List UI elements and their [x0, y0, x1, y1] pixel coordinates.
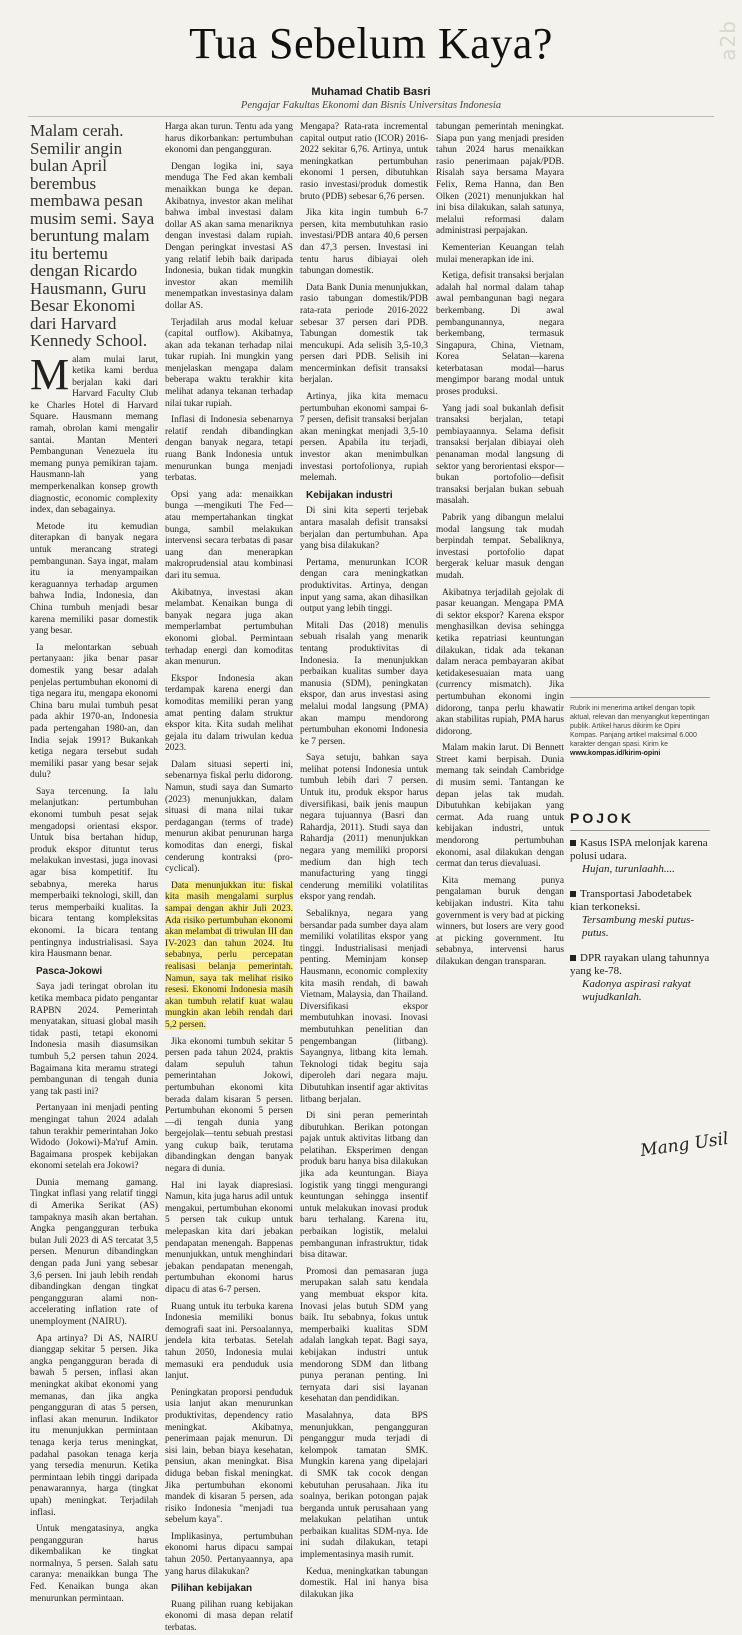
article-column-1	[30, 121, 158, 1604]
paragraph: Jika ekonomi tumbuh sekitar 5 persen pada tahun 2024, praktis dalam sepuluh tahun pemerintahan Jokowi, pertumbuhan ekonomi kita berada dalam kisaran 5 persen. Pertumbuhan ekonomi 5 persen—di tengah dunia yang bergejolak—tentu sebuah prestasi yang cukup baik, terutama dibandingkan dengan banyak negara di dunia.	[165, 1036, 293, 1175]
pojok-question: Kasus ISPA melonjak karena polusi udara.	[570, 837, 708, 862]
paragraph: Ruang pilihan ruang kebijakan ekonomi di masa depan relatif terbatas.	[165, 1599, 293, 1634]
paragraph: Di sini peran pemerintah dibutuhkan. Berikan potongan pajak untuk aktivitas litbang dan pelatihan. Eksperimen dengan produk baru hanya bisa dilakukan jika ada keuntungan. Biaya logistik yang tinggi mengurangi keuntungan sehingga insentif untuk melakukan inovasi produk baru terhalang. Karena itu, perbaikan logistik, melalui pembangunan infrastruktur, tidak bisa ditawar.	[300, 1111, 428, 1261]
paragraph: Implikasinya, pertumbuhan ekonomi harus dipacu sampai tahun 2050. Pertanyaannya, apa yang harus dilakukan?	[165, 1531, 293, 1577]
paragraph: Untuk mengatasinya, angka pengangguran harus dikembalikan ke tingkat normalnya, 5 persen. Salah satu caranya: menaikkan bunga The Fed. Kenaikan bunga akan menurunkan permintaan.	[30, 1524, 158, 1604]
article-column-2	[165, 122, 293, 1634]
pojok-answer: Tersambung meski putus-putus.	[582, 914, 695, 939]
paragraph: Opsi yang ada: menaikkan bunga —mengikuti The Fed—atau mempertahankan tingkat bunga, sambil melakukan intervensi secara terbatas di pasar uang dan menerapkan makroprudensial atau kombinasi dari itu semua.	[165, 489, 293, 581]
bullet-icon	[570, 891, 576, 897]
article-title: Tua Sebelum Kaya?	[189, 19, 553, 68]
paragraph: Harga akan turun. Tentu ada yang harus dikorbankan: pertumbuhan ekonomi dan pengangguran.	[165, 122, 293, 156]
pojok-question: Transportasi Jabodetabek kian terkoneksi.	[570, 888, 692, 913]
bullet-icon	[570, 955, 576, 961]
highlight-marker: Data menunjukkan itu: fiskal kita masih mengalami surplus sampai dengan akhir Juli 2023. Ada risiko pertumbuhan ekonomi akan melambat di triwulan III dan IV-2023 dan tahun 2024. Itu sebabnya, perlu percepatan realisasi belanja pemerintah. Namun, saya tak melihat risiko resesi. Ekonomi Indonesia masih akan tumbuh relatif kuat walau mungkin akan lebih rendah dari 5,2 persen.	[165, 880, 293, 1030]
pojok-box	[570, 810, 710, 1016]
paragraph: Dunia memang gamang. Tingkat inflasi yang relatif tinggi di Amerika Serikat (AS) tampaknya masih akan bertahan. Angka pengangguran terbuka bulan Juli 2023 di AS tercatat 3,5 persen. Menurun dibandingkan dengan pada Juni yang sebesar 3,6 persen. Ini jauh lebih rendah dibandingkan dengan tingkat pengangguran alami non-accelerating inflation rate of unemployment (NAIRU).	[30, 1177, 158, 1327]
pojok-item	[570, 888, 710, 940]
bullet-icon	[570, 840, 576, 846]
pojok-item	[570, 837, 710, 876]
paragraph: Data Bank Dunia menunjukkan, rasio tabungan domestik/PDB rata-rata periode 2016-2022 sebesar 37 persen dari PDB. Tabungan domestik tak mencukupi. Ada selisih 3,5-10,3 persen dari PDB. Selisih ini mencerminkan defisit transaksi berjalan.	[300, 282, 428, 386]
highlighted-paragraph	[165, 881, 293, 1032]
pojok-title: POJOK	[570, 810, 710, 831]
paragraph: Dalam situasi seperti ini, sebenarnya fiskal perlu didorong. Namun, studi saya dan Sumarto (2023) menunjukkan, dalam situasi di mana nilai tukar perdagangan (terms of trade) menurun akibat penurunan harga komoditas dan energi, fiskal cenderung kontraksi (pro-cyclical).	[165, 759, 293, 875]
paragraph: Terjadilah arus modal keluar (capital outflow). Akibatnya, akan ada tekanan terhadap nilai tukar rupiah. Ini mungkin yang menjelaskan mengapa dalam beberapa waktu terakhir kita melihat adanya tekanan terhadap nilai tukar rupiah.	[165, 317, 293, 409]
submission-link[interactable]: www.kompas.id/kirim-opini	[570, 750, 661, 757]
paragraph: Pertanyaan ini menjadi penting mengingat tahun 2024 adalah tahun terakhir pemerintahan Joko Widodo (Jokowi)-Ma'ruf Amin. Bagaimana prospek kebijakan ekonomi setelah era Jokowi?	[30, 1103, 158, 1172]
paragraph: Pertama, menurunkan ICOR dengan cara meningkatkan produktivitas. Artinya, dengan input yang sama, akan dihasilkan output yang lebih tinggi.	[300, 557, 428, 615]
submission-note	[570, 697, 710, 758]
paragraph: Di sini kita seperti terjebak antara masalah defisit transaksi berjalan dan pertumbuhan. Apa yang bisa dilakukan?	[300, 506, 428, 552]
paragraph: Saya jadi teringat obrolan itu ketika membaca pidato pengantar RAPBN 2024. Pemerintah menyatakan, situasi global masih tidak pasti, tetapi ekonomi Indonesia masih diasumsikan tumbuh 5,2 persen tahun 2024. Bagaimana kita meramu strategi pembangunan di tengah dunia yang tak pasti ini?	[30, 982, 158, 1097]
paragraph: Malam makin larut. Di Bennett Street kami berpisah. Dunia memang tak seindah Cambridge di musim semi. Tantangan ke depan jelas tak mudah. Dibutuhkan kebijakan yang cermat. Ada ruang untuk kebijakan industri, untuk mendorong pertumbuhan ekonomi, asal dilakukan dengan cermat dan terus dievaluasi.	[436, 743, 564, 870]
paragraph: Kita memang punya pengalaman buruk dengan kebijakan industri. Kita tahu government is very bad at picking winners, but losers are very good at picking government. Itu sebabnya, intervensi harus dilakukan dengan transparan.	[436, 875, 564, 967]
paragraph: Dengan logika ini, saya menduga The Fed akan kembali menaikkan bunga ke depan. Akibatnya, investor akan melihat bahwa imbal investasi dalam dollar AS akan sama menariknya dengan investasi dalam rupiah. Dengan peringkat investasi AS yang relatif lebih baik daripada Indonesia, bukan tidak mungkin investor akan memilih menempatkan investasinya dalam dollar AS.	[165, 161, 293, 311]
paragraph: Sebaliknya, negara yang bersandar pada sumber daya alam memiliki volatilitas ekspor yang tinggi. Industrialisasi menjadi penting. Meminjam konsep Hausmann, economic complexity kita masih rendah, di bawah Vietnam, Malaysia, dan Thailand. Diversifikasi ekspor membutuhkan inovasi. Inovasi membutuhkan penelitian dan pengembangan (litbang). Sayangnya, litbang kita lemah. Teknologi tidak begitu saja diperoleh dari negara maju. Dibutuhkan insentif agar aktivitas litbang berjalan.	[300, 909, 428, 1105]
paragraph: Saya tercenung. Ia lalu melanjutkan: pertumbuhan ekonomi tumbuh pesat sejak mengadopsi orientasi ekspor. Untuk bisa bertahan hidup, produk ekspor dituntut terus melakukan investasi, juga inovasi agar bisa kompetitif. Itu sebabnya, mereka harus memperbaiki teknologi, skill, dan terus memperbaiki kualitas. Ia bicara tentang kompleksitas ekonomi. Ia bicara tentang pentingnya industrialisasi. Saya kira Hausmann benar.	[30, 786, 158, 960]
section-heading-pasca-jokowi: Pasca-Jokowi	[36, 965, 103, 977]
paragraph: Mengapa? Rata-rata incremental capital output ratio (ICOR) 2016-2022 sekitar 6,76. Artinya, untuk meningkatkan pertumbuhan ekonomi 1 persen, dibutuhkan rasio investasi/produk domestik bruto (PDB) sebesar 6,76 persen.	[300, 122, 428, 202]
paragraph: Ekspor Indonesia akan terdampak karena energi dan komoditas memiliki peran yang amat penting dalam struktur ekspor kita. Kita sudah melihat gejala itu dalam triwulan kedua 2023.	[165, 673, 293, 754]
paragraph: Ketiga, defisit transaksi berjalan adalah hal normal dalam tahap awal pembangunan bagi negara berkembang. Di awal pembangunannya, negara berkembang, termasuk Singapura, China, Vietnam, Korea Selatan—karena keterbatasan modal—harus mengimpor barang modal untuk proses produksi.	[436, 271, 564, 398]
signature: Mang Usil	[639, 1128, 730, 1162]
pojok-answer: Hujan, turunlaahh....	[582, 863, 675, 875]
paragraph: Inflasi di Indonesia sebenarnya relatif rendah dibandingkan dengan banyak negara, tetapi ruang Bank Indonesia untuk menurunkan bunga menjadi terbatas.	[165, 415, 293, 484]
paragraph: Akibatnya terjadilah gejolak di pasar keuangan. Mengapa PMA di sektor ekspor? Karena ekspor menghasilkan devisa sehingga ketika repatriasi keuntungan dilakukan, tidak ada tekanan dalam neraca pembayaran akibat ketidakesesuaian mata uang (currency mismatch). Jika pertumbuhan ekonomi ingin didorong, tanpa perlu khawatir akan stabilitas rupiah, PMA harus didorong.	[436, 587, 564, 737]
paragraph: tabungan pemerintah meningkat. Siapa pun yang menjadi presiden tahun 2024 harus menaikkan rasio penerimaan pajak/PDB. Risalah saya bersama Mayara Felix, Rema Hanna, dan Ben Olken (2021) menunjukkan hal ini bisa dilakukan, salah satunya, melalui reformasi dalam administrasi perpajakan.	[436, 122, 564, 237]
section-heading-kebijakan-industri: Kebijakan industri	[306, 489, 393, 501]
lead-paragraph: Malam cerah. Semilir angin bulan April berembus membawa pesan musim semi. Saya beruntung malam itu bertemu dengan Ricardo Hausmann, Guru Besar Ekonomi dari Harvard Kennedy School.	[30, 121, 155, 350]
paragraph: Kedua, meningkatkan tabungan domestik. Hal ini hanya bisa dilakukan jika	[300, 1566, 428, 1600]
paragraph: Yang jadi soal bukanlah defisit transaksi berjalan, tetapi pembiayaannya. Selama defisit transaksi berjalan dibiayai oleh penanaman modal langsung di sektor yang berorientasi ekspor—bukan portofolio—defisit transaksi berjalan bukan sebuah masalah.	[436, 403, 564, 507]
paragraph: Hal ini layak diapresiasi. Namun, kita juga harus adil untuk mengakui, pertumbuhan ekonomi 5 persen tak cukup untuk melepaskan kita dari jebakan pendapatan menengah. Bappenas menunjukkan, untuk menghindari jebakan pendapatan menengah, pertumbuhan ekonomi harus dipacu di atas 6-7 persen.	[165, 1180, 293, 1295]
submission-note-text: Rubrik ini menerima artikel dengan topik aktual, relevan dan menyangkut kepentingan publik. Artikel harus dikirim ke Opini Kompas. Panjang artikel maksimal 6.000 karakter dengan spasi. Kirim ke	[570, 705, 710, 748]
drop-cap: M	[30, 349, 70, 399]
author-name: Muhamad Chatib Basri	[311, 86, 431, 98]
paragraph: Artinya, jika kita memacu pertumbuhan ekonomi sampai 6-7 persen, defisit transaksi berjalan akan meningkat menjadi 3,5-10 persen. Apabila itu terjadi, investor akan menimbulkan investasi portofolionya, rupiah melemah.	[300, 392, 428, 484]
pojok-item	[570, 952, 710, 1004]
paragraph: Akibatnya, investasi akan melambat. Kenaikan bunga di banyak negara juga akan memperlambat pertumbuhan ekonomi global. Permintaan terhadap energi dan komoditas akan menurun.	[165, 587, 293, 668]
header-divider	[28, 116, 714, 117]
paragraph: Promosi dan pemasaran juga merupakan salah satu kendala yang membuat ekspor kita. Inovasi jelas butuh SDM yang baik. Itu sebabnya, fokus untuk memperbaiki kualitas SDM adalah langkah tepat. Bagi saya, kebijakan industri untuk mendorong SDM dan litbang punya peranan penting. Ini ternyata dari sisi layanan kesehatan dan pendidikan.	[300, 1266, 428, 1405]
paragraph: Metode itu kemudian diterapkan di banyak negara untuk merancang strategi pembangunan. Saya ingat, malam itu ia menyampaikan keraguannya terhadap argumen bahwa India, Indonesia, dan China tumbuh menjadi besar karena memiliki pasar domestik yang besar.	[30, 521, 158, 637]
pojok-question: DPR rayakan ulang tahunnya yang ke-78.	[570, 952, 710, 977]
paragraph: Pabrik yang dibangun melalui modal langsung tak mudah berpindah tempat. Sebaliknya, investasi portofolio dapat bergerak keluar masuk dengan mudah.	[436, 513, 564, 581]
paragraph: Masalahnya, data BPS menunjukkan, pengangguran penganggur muda terjadi di kelompok tamatan SMK. Mungkin karena yang dipelajari di SMK tak cocok dengan kebutuhan perusahaan. Jika itu soalnya, berikan potongan pajak berganda untuk perusahaan yang melakukan pelatihan untuk perbaikan kualitas SDM-nya. Ide ini sudah dilakukan, tetapi implementasinya masih rumit.	[300, 1410, 428, 1561]
article-column-3	[300, 122, 428, 1600]
paragraph: Kementerian Keuangan telah mulai menerapkan ide ini.	[436, 242, 564, 265]
section-heading-pilihan-kebijakan: Pilihan kebijakan	[171, 1583, 253, 1595]
paragraph: Ruang untuk itu terbuka karena Indonesia memiliki bonus demografi saat ini. Persoalannya, jendela kita terbatas. Setelah tahun 2050, Indonesia mulai memasuki era penduduk usia lanjut.	[165, 1301, 293, 1382]
paragraph: Apa artinya? Di AS, NAIRU dianggap sekitar 5 persen. Jika angka pengangguran berada di bawah 5 persen, inflasi akan meningkat akibat ekonomi yang memanas, dan jika angka pengangguran di atas 5 persen, inflasi akan menurun. Indikator itu menunjukkan permintaan tenaga kerja terus meningkat, padahal pasokan tenaga kerja yang tersedia menurun. Ketika permintaan lebih tinggi daripada penawarannya, harga (tingkat upah) meningkat. Terjadilah inflasi.	[30, 1333, 158, 1518]
first-paragraph: Malam mulai larut, ketika kami berdua berjalan kaki dari Harvard Faculty Club ke Charles Hotel di Harvard Square. Hausmann memang ramah, obrolan kami mengalir santai. Mantan Menteri Pembangunan Venezuela itu memang punya pemikiran tajam. Hausmann-lah yang memperkenalkan konsep growth diagnostic, economic complexity index, dan sebagainya.	[30, 349, 158, 516]
paragraph: Peningkatan proporsi penduduk usia lanjut akan menurunkan produktivitas, dependency ratio meningkat. Akibatnya, penerimaan pajak menurun. Di sisi lain, beban biaya kesehatan, pensiun, akan meningkat. Bisa diduga beban fiskal meningkat. Jika pertumbuhan ekonomi mandek di kisaran 5 persen, ada risiko Indonesia "menjadi tua sebelum kaya".	[165, 1387, 293, 1526]
author-affiliation: Pengajar Fakultas Ekonomi dan Bisnis Universitas Indonesia	[240, 100, 502, 111]
pojok-answer: Kadonya aspirasi rakyat wujudkanlah.	[582, 978, 691, 1003]
paragraph: Jika kita ingin tumbuh 6-7 persen, kita membutuhkan rasio investasi/PDB antara 40,6 persen dan 47,3 persen. Investasi ini tentu harus dibiayai oleh tabungan domestik.	[300, 208, 428, 277]
paragraph: Ia melontarkan sebuah pertanyaan: jika benar pasar domestik yang besar adalah penjelas pertumbuhan ekonomi di tiga negara itu, mengapa ekonomi China baru mulai tumbuh pesat pada akhir 1970-an, Indonesia pada pertengahan 1980-an, dan India sejak 1991? Bukankah ketiga negara tersebut sudah memiliki pasar yang besar sejak dulu?	[30, 642, 158, 781]
watermark-text: a2b	[716, 20, 740, 61]
article-column-4	[436, 122, 564, 1172]
paragraph: Mitali Das (2018) menulis sebuah risalah yang menarik tentang produktivitas di Indonesia. Ia menunjukkan perbaikan kualitas sumber daya manusia (SDM), peningkatan ekspor, dan arus investasi asing melalui modal langsung (PMA) akan mampu mendorong pertumbuhan ekonomi Indonesia ke 7 persen.	[300, 620, 428, 747]
paragraph: Saya setuju, bahkan saya melihat potensi Indonesia untuk tumbuh lebih dari 7 persen. Untuk itu, produk ekspor harus diversifikasi, baik jenis maupun negara tujuannya (Basri dan Rahardja, 2011). Studi saya dan Rahardja (2011) menunjukkan negara yang memiliki proporsi medium dan high tech manufacturing yang tinggi cenderung memiliki volatilitas ekspor yang rendah.	[300, 753, 428, 903]
